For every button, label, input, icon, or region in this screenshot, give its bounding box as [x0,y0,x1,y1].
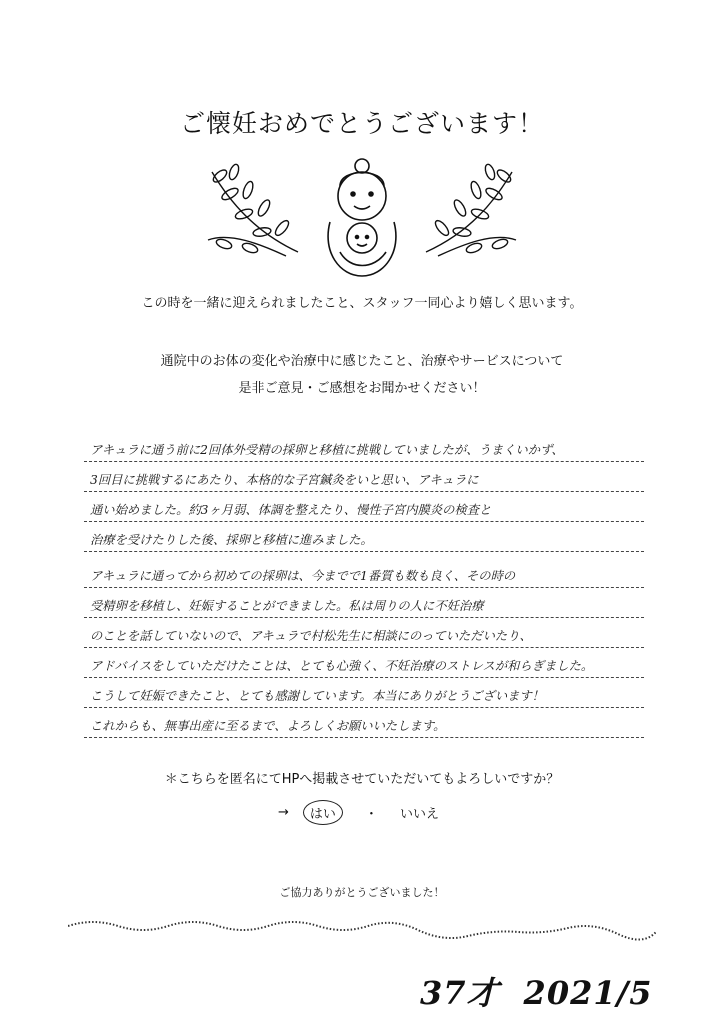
handwritten-signature [420,968,677,1014]
comment-line: 受精卵を移植し、妊娠することができました。私は周りの人に不妊治療 [84,588,644,618]
closing-message: ご協力ありがとうございました！ [279,886,445,899]
option-separator: ・ [364,807,378,822]
wavy-divider [68,912,656,942]
right-olive-branch-icon [426,163,516,256]
comment-line: 治療を受けたりした後、採卵と移植に進みました。 [84,522,644,552]
hp-permission-options [278,800,439,825]
handwritten-comment [84,432,644,738]
comment-line: これからも、無事出産に至るまで、よろしくお願いいたします。 [84,708,644,738]
page-title: ご懐妊おめでとうございます！ [179,109,544,138]
prompt-line-2: 是非ご意見・ご感想をお聞かせください！ [238,381,486,396]
no-option[interactable]: いいえ [399,807,439,822]
comment-line: アドバイスをしていただけたことは、とても心強く、不妊治療のストレスが和らぎました。 [84,648,644,678]
comment-line: 3回目に挑戦するにあたり、本格的な子宮鍼灸をいと思い、アキュラに [84,462,644,492]
comment-line: 通い始めました。約3ヶ月弱、体調を整えたり、慢性子宮内膜炎の検査と [84,492,644,522]
comment-line: アキュラに通ってから初めての採卵は、今までで1番質も数も良く、その時の [84,558,644,588]
comment-line: こうして妊娠できたこと、とても感謝しています。本当にありがとうございます！ [84,678,644,708]
arrow-icon: → [278,805,289,820]
feedback-prompt [0,348,724,402]
thanks-message: この時を一緒に迎えられましたこと、スタッフ一同心より嬉しく思います。 [141,296,583,311]
leaves-and-mother-baby-illustration [190,152,535,282]
hp-permission-question: ＊こちらを匿名にてHPへ掲載させていただいてもよろしいですか？ [164,772,560,787]
left-olive-branch-icon [208,163,298,256]
mother-baby-icon [328,159,396,276]
signature-date: 2021/5 [523,974,653,1012]
signature-age: 37才 [420,974,500,1012]
prompt-line-1: 通院中のお体の変化や治療中に感じたこと、治療やサービスについて [160,354,564,369]
comment-line: アキュラに通う前に2回体外受精の採卵と移植に挑戦していましたが、うまくいかず、 [84,432,644,462]
comment-line: のことを話していないので、アキュラで村松先生に相談にのっていただいたり、 [84,618,644,648]
yes-option-circled[interactable]: はい [303,800,343,825]
